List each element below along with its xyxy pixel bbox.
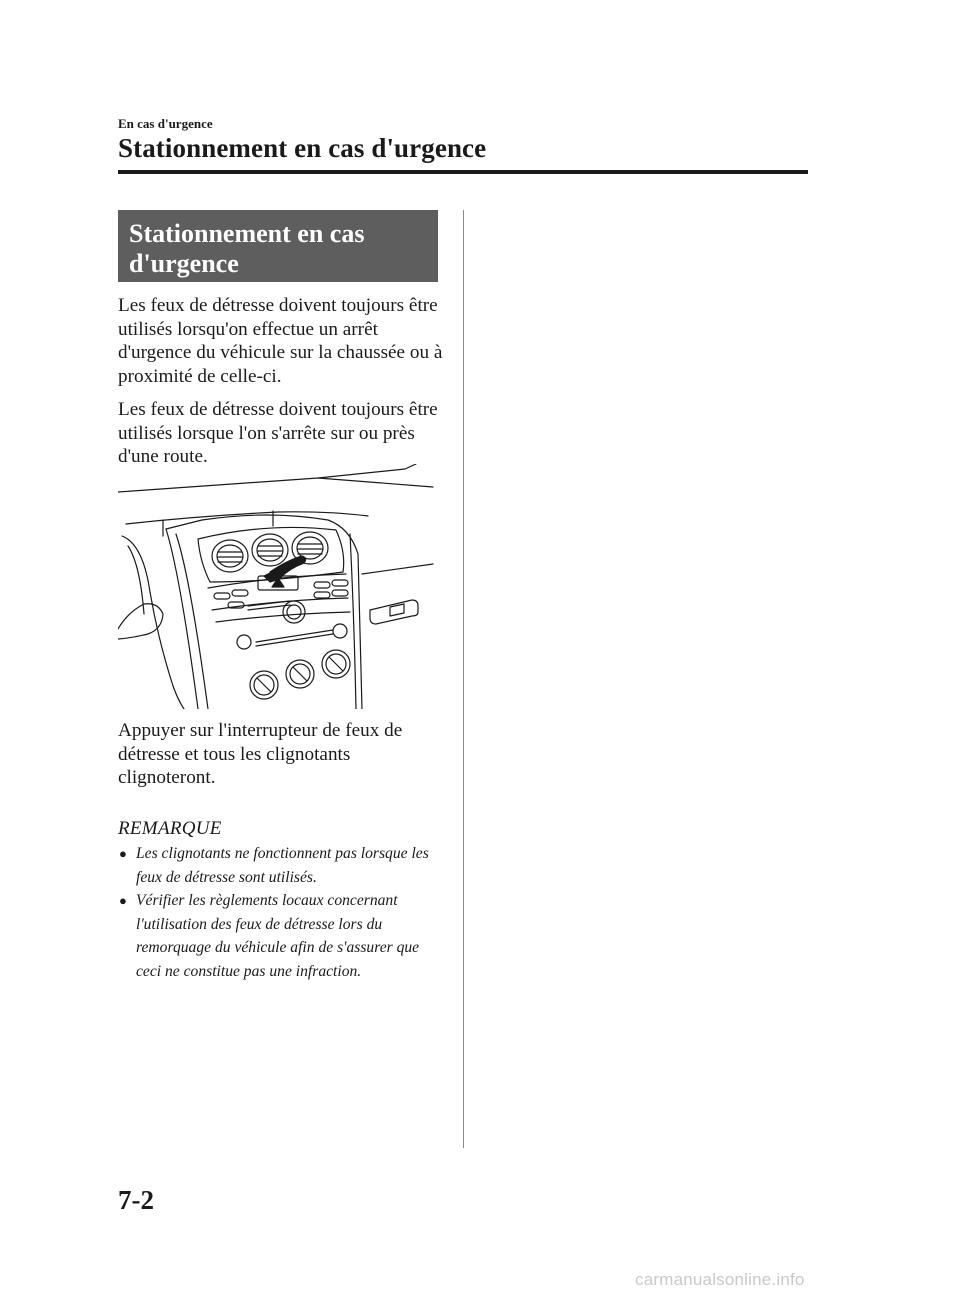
heading-rule (118, 170, 808, 174)
air-vent-left (212, 540, 248, 572)
section-title-box (118, 210, 438, 282)
watermark: carmanualsonline.info (635, 1270, 805, 1289)
air-vent-center (252, 534, 288, 566)
note-list (118, 842, 448, 983)
climate-knob-left (250, 671, 278, 699)
section-title-line-1: Stationnement en cas (129, 219, 365, 248)
section-title-line-2: d'urgence (129, 249, 239, 278)
paragraph-press-switch: Appuyer sur l'interrupteur de feux de détresse et tous les clignotants clignoteront. (118, 720, 403, 788)
climate-knob-center (286, 660, 314, 688)
column-divider (463, 210, 464, 1148)
climate-knob-right (322, 650, 350, 678)
note-item: ● Vérifier les règlements locaux concernant l'utilisation des feux de détresse lors du remorquage du véhicule afin de s'assurer que ceci ne constitue pas une infraction. (118, 889, 448, 983)
page-title: Stationnement en cas d'urgence (118, 133, 487, 163)
bullet-icon: ● (119, 893, 127, 908)
breadcrumb: En cas d'urgence (118, 116, 213, 131)
note-item: ● Les clignotants ne fonctionnent pas lorsque les feux de détresse sont utilisés. (118, 842, 448, 889)
paragraph-roadside-stop: Les feux de détresse doivent toujours être utilisés lorsque l'on s'arrête sur ou près d'une route. (118, 399, 438, 467)
paragraph-emergency-stop: Les feux de détresse doivent toujours être utilisés lorsqu'on effectue un arrêt d'urgence du véhicule sur la chaussée ou à proximité de celle-ci. (118, 295, 443, 387)
dashboard-hazard-switch-illustration (118, 464, 438, 709)
page-number: 7-2 (118, 1185, 154, 1215)
bullet-icon: ● (119, 846, 127, 861)
note-title: REMARQUE (118, 818, 222, 839)
